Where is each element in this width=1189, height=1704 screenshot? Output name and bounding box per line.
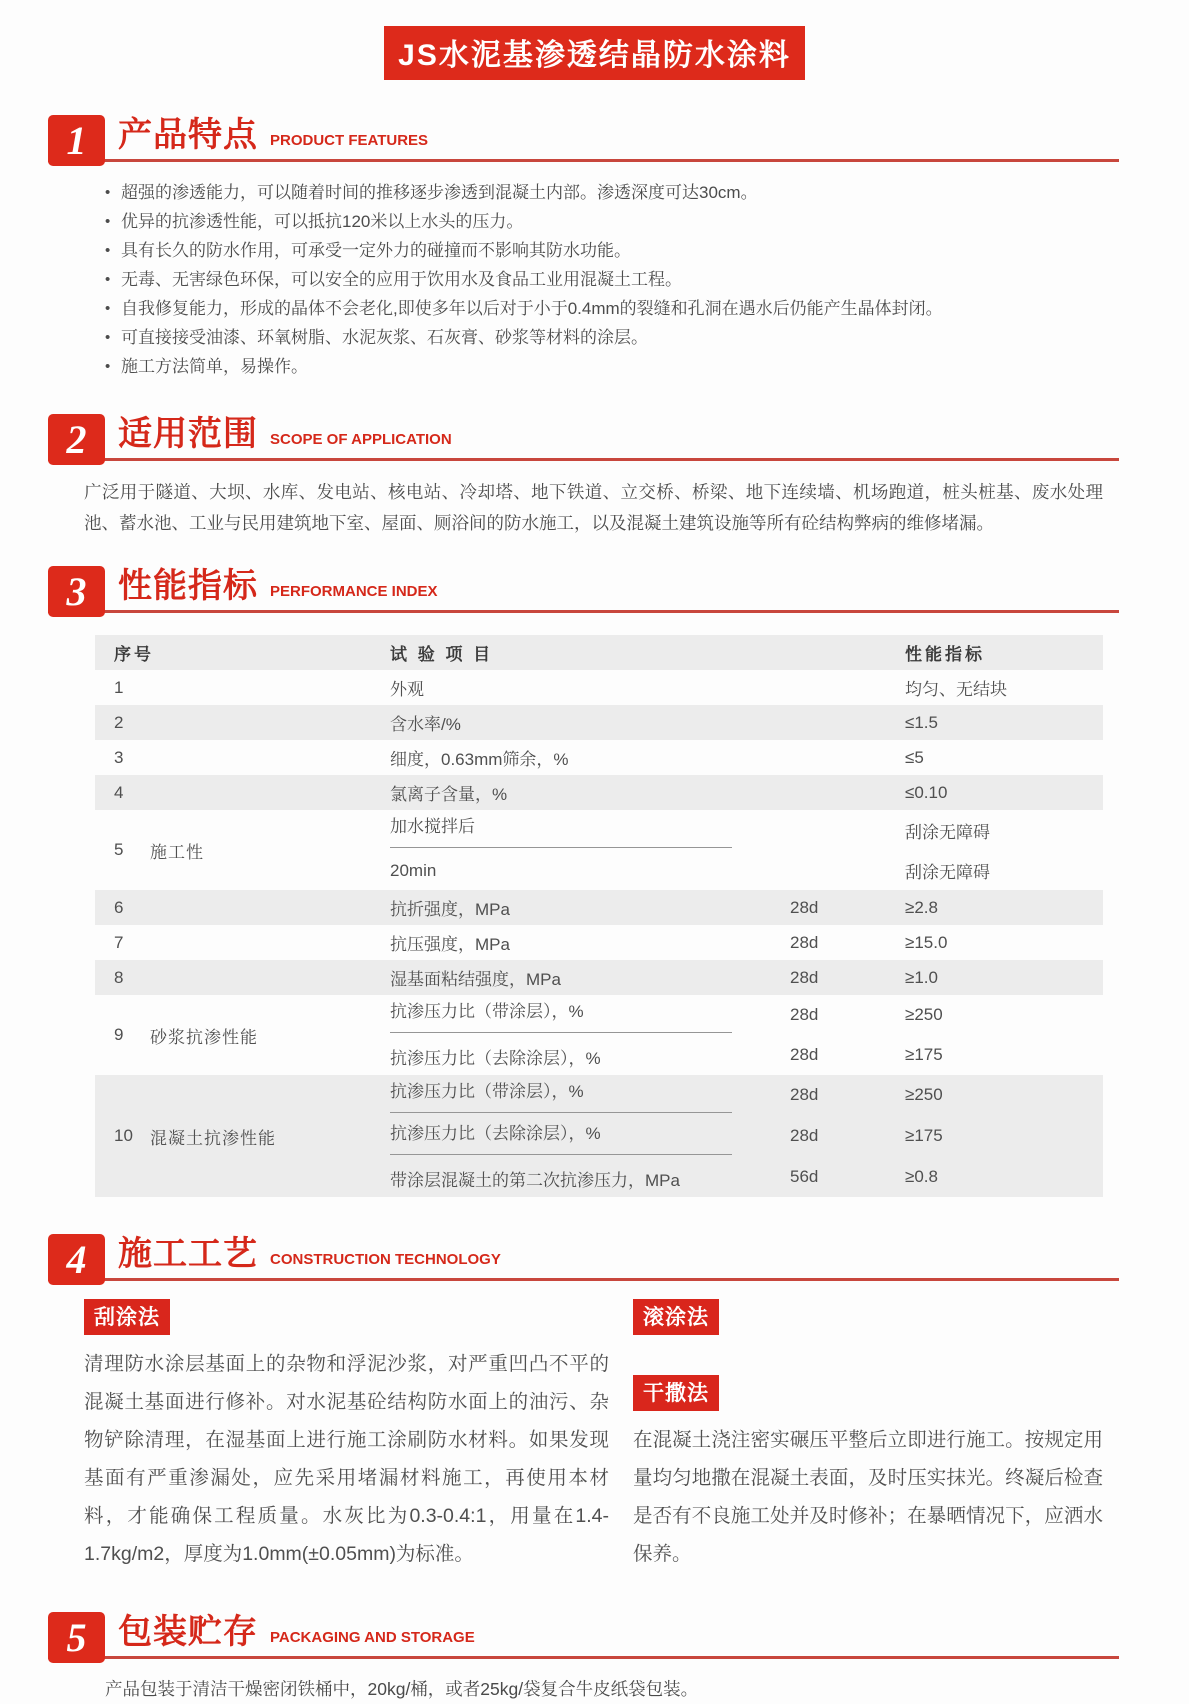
sub-row (390, 850, 1103, 890)
test-item: 细度，0.63mm筛余，% (390, 750, 569, 769)
test-item: 氯离子含量，% (390, 785, 508, 804)
test-item: 湿基面粘结强度，MPa (390, 970, 561, 989)
feature-text: 施工方法简单，易操作。 (121, 357, 308, 376)
test-item: 抗渗压力比（去除涂层），% (390, 1117, 732, 1155)
test-item: 抗渗压力比（带涂层），% (390, 1077, 732, 1113)
test-item: 带涂层混凝土的第二次抗渗压力，MPa (390, 1170, 680, 1190)
header-test-item: 试 验 项 目 (390, 645, 494, 664)
row-number: 5 (114, 840, 124, 859)
section-title: 施工工艺 (118, 1235, 258, 1273)
feature-item (105, 178, 1119, 207)
row-subitems (390, 890, 1103, 925)
feature-item (105, 207, 1119, 236)
test-age: 56d (790, 1167, 819, 1186)
test-age: 28d (790, 1005, 819, 1024)
index-value: ≥2.8 (905, 897, 938, 917)
section-scope (48, 417, 1149, 539)
bullet-icon: • (105, 271, 111, 288)
test-age: 28d (790, 967, 819, 987)
construction-right-column (633, 1299, 1103, 1573)
table-row (95, 995, 1103, 1075)
sub-row (390, 1075, 1103, 1115)
test-age: 28d (790, 932, 819, 952)
feature-item (105, 352, 1119, 381)
table-row (95, 890, 1103, 925)
section-title: 产品特点 (118, 116, 258, 154)
section-number-badge: 2 (48, 414, 105, 465)
feature-text: 超强的渗透能力，可以随着时间的推移逐步渗透到混凝土内部。渗透深度可达30cm。 (121, 183, 758, 202)
scope-paragraph: 广泛用于隧道、大坝、水库、发电站、核电站、冷却塔、地下铁道、立交桥、桥梁、地下连续墙、机场跑道，桩头桩基、废水处理池、蓄水池、工业与民用建筑地下室、屋面、厕浴间的防水施工，以及混凝土建筑设施等所有砼结构弊病的维修堵漏。 (84, 482, 1103, 533)
feature-item (105, 236, 1119, 265)
bullet-icon: • (105, 329, 111, 346)
section-header (48, 1615, 1119, 1659)
method-badge-scrape: 刮涂法 (84, 1299, 170, 1335)
section-subtitle: SCOPE OF APPLICATION (270, 431, 452, 448)
feature-item (105, 294, 1119, 323)
table-row (95, 810, 1103, 890)
index-value: 均匀、无结块 (905, 680, 1007, 699)
row-subitems (390, 925, 1103, 960)
method-badge-roll: 滚涂法 (633, 1299, 719, 1335)
row-subitems (390, 810, 1103, 890)
section-product-features (48, 118, 1149, 381)
test-age: 28d (790, 1085, 819, 1104)
sub-row (390, 925, 1103, 960)
bullet-icon: • (105, 242, 111, 259)
page-title: JS水泥基渗透结晶防水涂料 (384, 26, 805, 80)
section-number-badge: 4 (48, 1234, 105, 1285)
test-item: 抗渗压力比（去除涂层），% (390, 1048, 601, 1068)
sub-row (390, 995, 1103, 1035)
features-list (105, 178, 1119, 381)
method-text-drysprinkle: 在混凝土浇注密实碾压平整后立即进行施工。按规定用量均匀地撒在混凝土表面，及时压实抹光。终凝后检查是否有不良施工处并及时修补；在暴晒情况下，应洒水保养。 (633, 1429, 1103, 1565)
section-title: 适用范围 (118, 415, 258, 453)
sub-row (390, 740, 1103, 775)
performance-table-body (95, 670, 1103, 1197)
row-number: 10 (114, 1126, 133, 1145)
index-value: ≤5 (905, 747, 924, 767)
test-item: 外观 (390, 680, 424, 699)
sub-row (390, 1115, 1103, 1157)
section-title: 性能指标 (118, 567, 258, 605)
header-no: 序号 (114, 645, 154, 664)
method-badge-drysprinkle: 干撒法 (633, 1375, 719, 1411)
row-number: 8 (114, 967, 124, 987)
construction-left-column (84, 1299, 609, 1573)
test-item: 抗渗压力比（带涂层），% (390, 997, 732, 1033)
row-subitems (390, 705, 1103, 740)
row-subitems (390, 960, 1103, 995)
index-value: ≥175 (905, 1126, 943, 1145)
row-subitems (390, 775, 1103, 810)
row-subitems (390, 670, 1103, 705)
table-header-row (95, 635, 1103, 670)
feature-text: 具有长久的防水作用，可承受一定外力的碰撞而不影响其防水功能。 (121, 241, 631, 260)
row-number: 2 (114, 712, 124, 732)
section-subtitle: PERFORMANCE INDEX (270, 583, 438, 600)
index-value: ≥15.0 (905, 932, 948, 952)
row-category: 施工性 (150, 842, 204, 862)
feature-text: 自我修复能力，形成的晶体不会老化,即使多年以后对于小于0.4mm的裂缝和孔洞在遇水后仍能产生晶体封闭。 (121, 299, 943, 318)
row-category: 混凝土抗渗性能 (150, 1128, 276, 1148)
section-header (48, 569, 1119, 613)
test-age: 28d (790, 897, 819, 917)
test-item: 加水搅拌后 (390, 812, 732, 848)
row-subitems (390, 995, 1103, 1075)
test-item: 抗压强度，MPa (390, 935, 510, 954)
index-value: ≤1.5 (905, 712, 938, 732)
index-value: 刮涂无障碍 (905, 862, 990, 882)
table-row (95, 775, 1103, 810)
row-number: 6 (114, 897, 124, 917)
test-item: 20min (390, 861, 437, 880)
performance-table (95, 635, 1103, 1197)
feature-item (105, 265, 1119, 294)
test-item: 抗折强度，MPa (390, 900, 510, 919)
packaging-paragraph: 产品包装于清洁干燥密闭铁桶中，20kg/桶，或者25kg/袋复合牛皮纸袋包装。 (105, 1679, 699, 1699)
index-value: ≥250 (905, 1005, 943, 1024)
section-subtitle: PACKAGING AND STORAGE (270, 1629, 475, 1646)
table-row (95, 925, 1103, 960)
section-number-badge: 1 (48, 115, 105, 166)
index-value: 刮涂无障碍 (905, 822, 990, 842)
index-value: ≥250 (905, 1085, 943, 1104)
sub-row (390, 960, 1103, 995)
row-number: 4 (114, 782, 124, 802)
row-number: 7 (114, 932, 124, 952)
table-row (95, 670, 1103, 705)
index-value: ≥175 (905, 1045, 943, 1064)
sub-row (390, 890, 1103, 925)
bullet-icon: • (105, 184, 111, 201)
section-header (48, 1237, 1119, 1281)
row-number: 1 (114, 677, 124, 697)
row-subitems (390, 740, 1103, 775)
header-index: 性能指标 (905, 645, 985, 664)
section-number-badge: 3 (48, 566, 105, 617)
bullet-icon: • (105, 358, 111, 375)
section-header (48, 118, 1119, 162)
index-value: ≥1.0 (905, 967, 938, 987)
section-header (48, 417, 1119, 461)
section-title: 包装贮存 (118, 1613, 258, 1651)
table-row (95, 960, 1103, 995)
index-value: ≥0.8 (905, 1167, 938, 1186)
sub-row (390, 775, 1103, 810)
method-text-scrape: 清理防水涂层基面上的杂物和浮泥沙浆，对严重凹凸不平的混凝土基面进行修补。对水泥基砼结构防水面上的油污、杂物铲除清理，在湿基面上进行施工涂刷防水材料。如果发现基面有严重渗漏处，应先采用堵漏材料施工，再使用本材料，才能确保工程质量。水灰比为0.3-0.4:1，用量在1.4-1.7kg/m2，厚度为1.0mm(±0.05mm)为标准。 (84, 1353, 609, 1565)
sub-row (390, 1035, 1103, 1075)
test-item: 含水率/% (390, 715, 461, 734)
section-packaging (48, 1615, 1149, 1704)
sub-row (390, 1157, 1103, 1197)
section-number-badge: 5 (48, 1612, 105, 1663)
section-subtitle: CONSTRUCTION TECHNOLOGY (270, 1251, 501, 1268)
sub-row (390, 810, 1103, 850)
table-row (95, 705, 1103, 740)
table-row (95, 1075, 1103, 1197)
table-row (95, 740, 1103, 775)
row-number: 3 (114, 747, 124, 767)
test-age: 28d (790, 1126, 819, 1145)
bullet-icon: • (105, 300, 111, 317)
test-age: 28d (790, 1045, 819, 1064)
section-performance-index (48, 569, 1149, 1197)
row-subitems (390, 1075, 1103, 1197)
section-subtitle: PRODUCT FEATURES (270, 132, 429, 149)
section-construction (48, 1237, 1149, 1573)
sub-row (390, 705, 1103, 740)
row-number: 9 (114, 1025, 124, 1044)
index-value: ≤0.10 (905, 782, 948, 802)
row-category: 砂浆抗渗性能 (150, 1027, 258, 1047)
feature-text: 无毒、无害绿色环保，可以安全的应用于饮用水及食品工业用混凝土工程。 (121, 270, 682, 289)
sub-row (390, 670, 1103, 705)
feature-text: 可直接接受油漆、环氧树脂、水泥灰浆、石灰膏、砂浆等材料的涂层。 (121, 328, 648, 347)
feature-item (105, 323, 1119, 352)
bullet-icon: • (105, 213, 111, 230)
feature-text: 优异的抗渗透性能，可以抵抗120米以上水头的压力。 (121, 212, 524, 231)
